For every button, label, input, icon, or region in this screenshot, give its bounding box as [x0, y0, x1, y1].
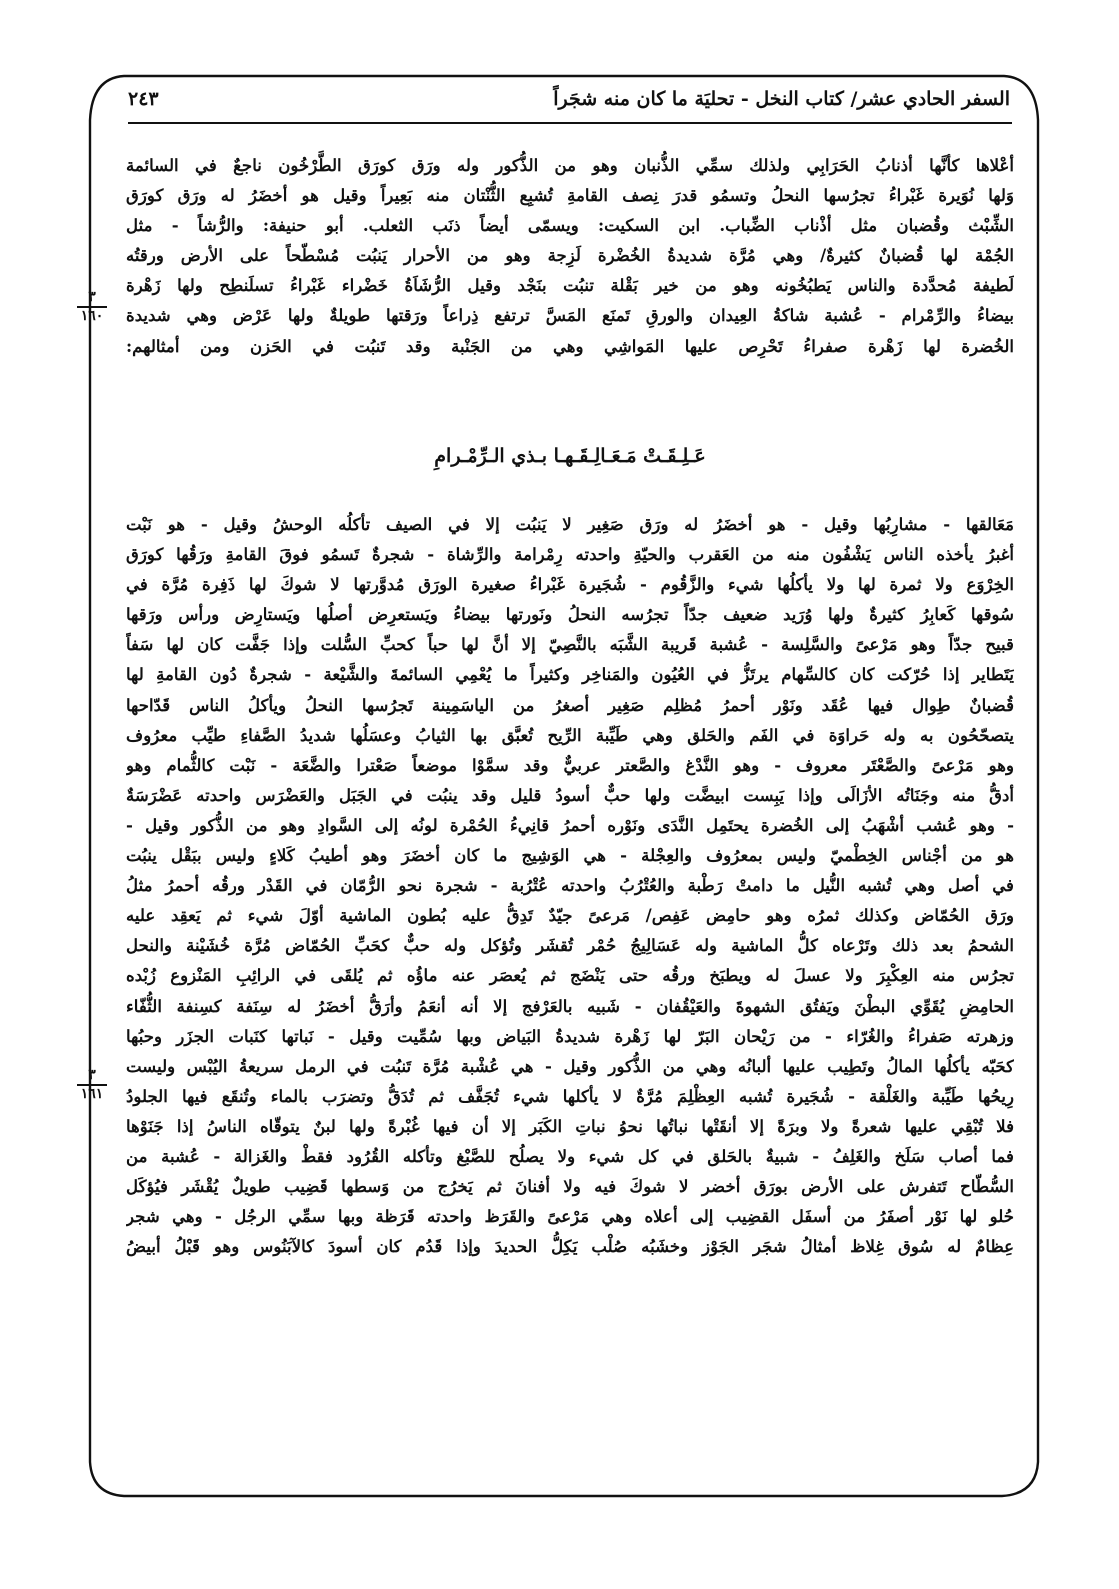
page-number: ٢٤٣: [128, 88, 159, 110]
marginal-reference-numerator: ٣: [88, 1067, 96, 1083]
running-title: السفر الحادي عشر/ كتاب النخل - تحليَة ما كان منه شجَراً: [553, 88, 1010, 110]
text-line: أعْلاها كأنَّها أذنابُ الحَرَابِي ولذلك سمِّي الذُّنبان وهو من الذُّكور وله ورَق كورَق الطَّرْخُون ناجعٌ في السائمة: [126, 155, 1014, 175]
text-line: سُوقها كَعابِرُ كثيرةٌ ولها وُرَيد ضعيف جدّاً تجرُسه النحلُ ونَورتها بيضاءُ ويَستعرِض أصلُها ويَستارِض ورأس ورَقها: [126, 604, 1014, 625]
verse-quote: عَـلِـقَـتْ مَـعَـالِـقَـهـا بـذي الـرِّمْـرامِ: [434, 445, 706, 467]
text-line: قبيح جدّاً وهو مَرْعىً والسَّلِسة - عُشبة قَريبة الشَّبَه بالنَّصِيّ إلا أنَّ لها حباً كحبِّ السُّلت وإذا جَفَّت كان لها سَفاً: [126, 634, 1014, 655]
text-line: هو من أجْناس الخِطْميّ وليس بمعرُوف والعِجْلة - هي الوَشِيج ما كان أخضَرَ وهو أطيبُ كَلاءٍ وليس ببَقْل ينبُت: [126, 845, 1014, 866]
text-line: لَطيفة مُحدَّدة والناس يَطبُخُونه وهو من خير بَقْلة تنبُت بنَجْد وقيل الرُّشَاَةُ خَضْراء غَبْراءُ تسلَنطِح ولها زَهْرة: [126, 275, 1014, 296]
text-line: الشحمُ بعد ذلك وتَرْعاه كلُّ الماشية وله عَسَالِيجُ حُمْر تُقشَر وتُؤكل وله حبٌّ كحَبِّ الحُمّاض مُرَّة خُشَيْنة والنحل: [126, 935, 1014, 956]
marginal-reference: [74, 290, 110, 324]
text-line: في أصل وهي تُشبه النُّيل ما دامتْ رَطْبة والعُتْرُبُ واحدته عُتْرُبة - شجرة نحو الرُّمّان في القَدْر ورقُه أحمرُ مثلُ: [126, 875, 1014, 896]
text-line: وَلها نُوَيرة غَبْراءُ تجرُسها النحلُ وتسمُو قدرَ نِصف القامةِ تُشبِع الثُّنْتان منه بَعِيراً وقيل هو أخضَرُ له ورَق كورَق: [126, 185, 1014, 206]
marginal-reference: [74, 1068, 110, 1102]
text-line: الحامِضِ يُقَوِّي البطْنَ ويَفتُق الشهوةَ والعَيْقُفان - شَبيه بالعَرْفج إلا أنه أنعَمُ وأرَقُّ أخضَرُ له سِنَفة كسِنفة الثُّفّاء: [126, 995, 1014, 1016]
text-line: تجرُس منه العِكْبِرَ ولا عسلَ له ويطبَخ ورقُه حتى يَنْضَج ثم يُعصَر عنه ماؤُه ثم يُلقَى في الرائِبِ المَنْزوع زُبْده: [126, 965, 1014, 986]
text-line: أغبرُ يأخذه الناس يَشْفُون منه من العَقرب والحيّةِ واحدته رِمْرامة والرِّشاة - شجرةٌ تَسمُو فوقَ القامةِ ورَقُها كورَق: [126, 544, 1014, 565]
text-line: ورَق الحُمّاض وكذلك ثمرُه وهو حامِض عَفِص/ مَرعىً جيّدٌ تَدِقُّ عليه بُطون الماشية أوّلَ شيء ثم يَعقِد عليه: [126, 905, 1014, 926]
text-line: الخِرْوَع ولا ثمرة لها ولا يأكلُها شيء والزَّقُوم - شُجَيرة غَبْراءُ صغيرة الورَق مُدوَّرتها لا شوكَ لها ذَفِرة مُرَّة في: [126, 574, 1014, 595]
text-line: عِظامٌ له سُوق غِلاظ أمثالُ شجَر الجَوْز وخشَبُه صُلْب يَكِلُّ الحديدَ وإذا قَدُم كان أسودَ كالآبَنُوس وهو قَبْلُ أبيضُ: [126, 1236, 1014, 1257]
paragraph-1: [126, 150, 1014, 361]
marginal-reference-denominator: ١٦٠: [80, 308, 104, 324]
text-line: الخُضرة لها زَهْرة صفراءُ تَحْرِص عليها المَواشِي وهي من الجَنْبة وقد تَنبُت في الحَزن ومن أمثالهم:: [126, 335, 1014, 356]
text-line: الجُمْة لها قُضبانٌ كثيرةٌ/ وهي مُرَّة شديدةُ الخُضْرة لَزِجة وهو من الأحرار يَنبُت مُسْطّحاً على الأرض ورقتُه: [126, 245, 1014, 266]
marginal-reference-numerator: ٣: [88, 289, 96, 305]
text-line: قُضبانٌ طِوال فيها عُقَد ونَوْر أحمرُ مُظلِم صَغِير أصغرُ من الياسَمِينة تَجرُسها النحلُ ويأكلُ الناس قَدّاحها: [126, 694, 1014, 715]
text-line: وهو مَرْعىً والصَّعْتَر معروف - وهو النَّدْغ والصَّعتر عربيٌّ وقد سمَّوْا موضعاً صَعْترا والضَّعَة - نَبْت كالثُّمام وهو: [126, 754, 1014, 775]
text-line: - وهو عُشب أشْهَبُ إلى الخُضرة يحتَمِل النَّدَى ونَوْره أحمرُ قانِيءُ الحُمْرة لونُه إلى السَّوادِ وهو من الذُّكور وقيل -: [126, 814, 1014, 835]
text-line: فما أصاب سَلَخ والغَلِفُ - شبيةٌ بالحَلق في كل شيء ولا يصلُح للصَّبْغ وتأكله القُرُود فقطْ والغَزالة - عُشبة من: [126, 1145, 1014, 1166]
page-header: [128, 86, 1010, 116]
text-line: أدقُّ منه وجَنَاتُه الأزَالَى وإذا يَبِست ابيضَّت ولها حبٌّ أسودُ قليل وقد ينبُت في الجَبَل والعَضْرَس واحدته عَضْرَسَةٌ: [126, 784, 1014, 805]
text-line: السُّطّاح تَتفرش على الأرض بورَق أخضر لا شوكَ فيه ولا أفنانَ ثم يَخرُج من وَسطها قَضِيب طويلٌ يُقْشَر فيُؤكَل: [126, 1176, 1014, 1197]
text-line: رِيحُها طَيِّبة والغَلْقة - شُجَيرة تُشبه العِظْلِمَ مُرَّةٌ لا يأكلها شيء تُجَفَّف ثم تُدَقُّ وتضرَب بالماء وتُنقَع فيها الجلودُ: [126, 1085, 1014, 1106]
header-rule: [128, 122, 1012, 124]
text-line: حُلو لها نَوْر أصفَرُ من أسفَل القضِيب إلى أعلاه وهي مَرْعىً والقَرَظ واحدته قَرَظة وبها سمِّي الرجُل - وهي شجر: [126, 1206, 1014, 1227]
text-line: يَتَطاير إذا حُرّكت كان كالسِّهام يرتَزُّ في العُيُون والمَناخِر وكثيراً ما يُعْمِي السائمةَ والشَّيْعة - شجرةٌ دُون القامةِ لها: [126, 664, 1014, 685]
text-line: يتصحّحُون به وله حَراوَة في الفَم والحَلق وهي طَيِّبة الرِّيح تُعبَّق بها الثيابُ وعسَلُها شديدُ الصَّفاءِ طيِّب معرُوف: [126, 724, 1014, 745]
text-line: بيضاءُ والرِّمْرام - عُشبة شاكةُ العِيدان والورقِ تَمنَع المَسَّ ترتفع ذِراعاً ورَقتها طويلةٌ ولها عَرْض وهي شديدة: [126, 305, 1014, 326]
paragraph-2: [126, 509, 1014, 1261]
text-line: وزهرته صَفراءُ والغُرّاء - من رَيْحان البَرّ لها زَهْرة شديدةُ البَياض وبها سُمِّيت وقيل - نَباتها كنَبات الجزَر وحبُها: [126, 1025, 1014, 1046]
text-line: فلا تُبْقِي عليها شعرةً ولا وبرَةً إلا أنقَتْها نباتُها نحوُ نباتِ الكَبَر إلا أن فيها غُبْرةً ولها لبنٌ يتوقّاه الناسُ إذا جَنَوْها: [126, 1115, 1014, 1136]
text-line: مَعَالقها - مشارِبُها وقيل - هو أخضَرُ له ورَق صَغِير لا يَنبُت إلا في الصيف تأكلُه الوحشُ وقيل - هو نَبْت: [126, 514, 1014, 534]
text-line: كحَبّه يأكلُها المالُ وتَطِيب عليها ألبانُه وهي من الذُّكور وقيل - هي عُشْبة مُرَّة تَنبُت في الرمل سريعةُ اليُبْس وليست: [126, 1055, 1014, 1076]
text-line: الشِّبْث وقُضبان مثل أذْناب الضِّباب. ابن السكيت: ويسمّى أيضاً ذنَب الثعلب. أبو حنيفة: والرُّشاً - مثل: [126, 215, 1014, 236]
marginal-reference-denominator: ١٦١: [80, 1086, 104, 1102]
